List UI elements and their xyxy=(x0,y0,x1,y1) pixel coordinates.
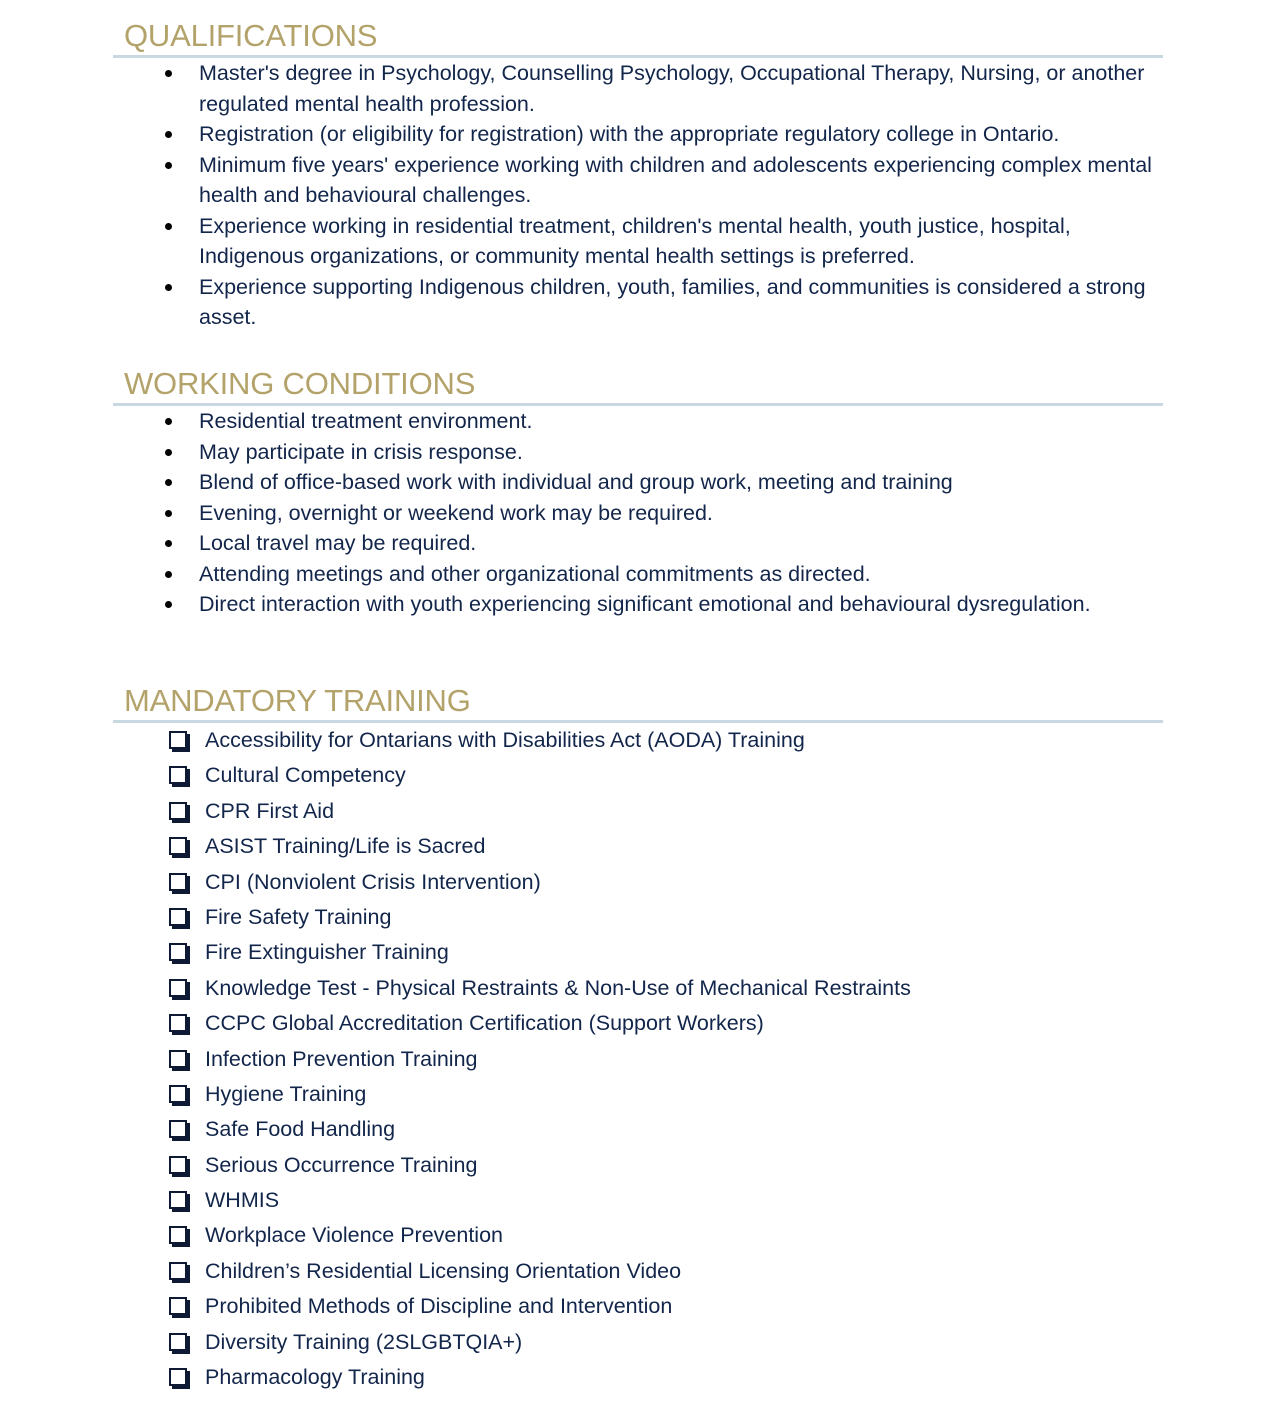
checklist-item xyxy=(113,1254,1163,1289)
checklist-item xyxy=(113,1183,1163,1218)
working-conditions-list xyxy=(113,406,1163,620)
bullet-icon xyxy=(165,70,172,77)
checklist-item xyxy=(113,935,1163,970)
checklist-item-text: Fire Safety Training xyxy=(205,904,392,929)
checklist-item-text: Prohibited Methods of Discipline and Intervention xyxy=(205,1294,673,1319)
checklist-item-text: Pharmacology Training xyxy=(205,1365,425,1390)
list-item xyxy=(113,528,1163,559)
list-item-text: Residential treatment environment. xyxy=(199,409,533,433)
list-item xyxy=(113,150,1163,211)
bullet-icon xyxy=(165,131,172,138)
checkbox-icon xyxy=(169,908,187,926)
list-item xyxy=(113,58,1163,119)
checklist-item xyxy=(113,1218,1163,1253)
list-item-text: Experience supporting Indigenous children, youth, families, and communities is considered a strong asset. xyxy=(199,274,1146,329)
checkbox-icon xyxy=(169,1368,187,1386)
checklist-item-text: CPI (Nonviolent Crisis Intervention) xyxy=(205,869,541,894)
checklist-item-text: Infection Prevention Training xyxy=(205,1046,478,1071)
checklist-item xyxy=(113,1112,1163,1147)
bullet-icon xyxy=(165,540,172,547)
checklist-item-text: ASIST Training/Life is Sacred xyxy=(205,834,486,859)
checkbox-icon xyxy=(169,1050,187,1068)
mandatory-training-heading: MANDATORY TRAINING xyxy=(124,683,471,718)
checklist-item xyxy=(113,1077,1163,1112)
checklist-item-text: Safe Food Handling xyxy=(205,1117,396,1142)
checklist-item xyxy=(113,1042,1163,1077)
list-item xyxy=(113,467,1163,498)
bullet-icon xyxy=(165,449,172,456)
qualifications-list xyxy=(113,58,1163,333)
list-item xyxy=(113,437,1163,468)
list-item xyxy=(113,406,1163,437)
bullet-icon xyxy=(165,284,172,291)
checklist-item xyxy=(113,1325,1163,1360)
list-item-text: Attending meetings and other organizational commitments as directed. xyxy=(199,561,871,586)
checklist-item-text: Serious Occurrence Training xyxy=(205,1152,478,1177)
checkbox-icon xyxy=(169,979,187,997)
checkbox-icon xyxy=(169,1191,187,1209)
checklist-item xyxy=(113,1148,1163,1183)
checklist-item-text: WHMIS xyxy=(205,1188,280,1213)
checkbox-icon xyxy=(169,802,187,820)
working-conditions-heading: WORKING CONDITIONS xyxy=(124,366,476,401)
checklist-item-text: Knowledge Test - Physical Restraints & Non-Use of Mechanical Restraints xyxy=(205,975,911,1000)
list-item xyxy=(113,211,1163,272)
checklist-item-text: CPR First Aid xyxy=(205,798,335,823)
checklist-item-text: CCPC Global Accreditation Certification (Support Workers) xyxy=(205,1011,764,1036)
checklist-item-text: Fire Extinguisher Training xyxy=(205,940,449,965)
checkbox-icon xyxy=(169,1156,187,1174)
checklist-item xyxy=(113,829,1163,864)
list-item xyxy=(113,119,1163,150)
list-item-text: Registration (or eligibility for registration) with the appropriate regulatory college in Ontario. xyxy=(199,122,1060,146)
bullet-icon xyxy=(165,479,172,486)
checklist-item-text: Accessibility for Ontarians with Disabilities Act (AODA) Training xyxy=(205,728,805,752)
list-item-text: Local travel may be required. xyxy=(199,531,477,555)
list-item xyxy=(113,272,1163,333)
checkbox-icon xyxy=(169,1333,187,1351)
checklist-item xyxy=(113,971,1163,1006)
bullet-icon xyxy=(165,571,172,578)
checklist-item-text: Workplace Violence Prevention xyxy=(205,1223,503,1248)
mandatory-training-section xyxy=(113,682,1163,1395)
list-item-text: Minimum five years' experience working with children and adolescents experiencing complex mental health and behavioural challenges. xyxy=(199,152,1152,207)
checklist-item xyxy=(113,794,1163,829)
checklist-item xyxy=(113,758,1163,793)
checkbox-icon xyxy=(169,1262,187,1280)
checkbox-icon xyxy=(169,1014,187,1032)
bullet-icon xyxy=(165,601,172,608)
checklist-item-text: Children’s Residential Licensing Orientation Video xyxy=(205,1258,682,1283)
bullet-icon xyxy=(165,162,172,169)
bullet-icon xyxy=(165,223,172,230)
checkbox-icon xyxy=(169,1297,187,1315)
checklist-item xyxy=(113,1360,1163,1395)
working-conditions-section xyxy=(113,365,1163,620)
qualifications-section xyxy=(113,17,1163,333)
bullet-icon xyxy=(165,510,172,517)
checkbox-icon xyxy=(169,837,187,855)
checklist-item-text: Cultural Competency xyxy=(205,763,406,788)
checkbox-icon xyxy=(169,943,187,961)
list-item-text: Experience working in residential treatment, children's mental health, youth justice, hospital, Indigenous organizations, or community mental health settings is preferred. xyxy=(199,213,1071,268)
list-item-text: Blend of office-based work with individual and group work, meeting and training xyxy=(199,470,953,494)
checklist-item xyxy=(113,900,1163,935)
list-item xyxy=(113,589,1163,620)
mandatory-training-list xyxy=(113,723,1163,1395)
list-item xyxy=(113,559,1163,590)
checklist-item-text: Hygiene Training xyxy=(205,1081,367,1106)
qualifications-heading: QUALIFICATIONS xyxy=(124,18,378,53)
list-item-text: Direct interaction with youth experiencing significant emotional and behavioural dysregulation. xyxy=(199,592,1091,616)
list-item xyxy=(113,498,1163,529)
checklist-item-text: Diversity Training (2SLGBTQIA+) xyxy=(205,1329,523,1354)
checklist-item xyxy=(113,865,1163,900)
list-item-text: Evening, overnight or weekend work may be required. xyxy=(199,500,713,525)
checkbox-icon xyxy=(169,1120,187,1138)
list-item-text: May participate in crisis response. xyxy=(199,439,523,464)
list-item-text: Master's degree in Psychology, Counselling Psychology, Occupational Therapy, Nursing, or another regulated mental health profession. xyxy=(199,61,1145,116)
checklist-item xyxy=(113,1006,1163,1041)
checkbox-icon xyxy=(169,1226,187,1244)
checkbox-icon xyxy=(169,766,187,784)
checklist-item xyxy=(113,723,1163,758)
checklist-item xyxy=(113,1289,1163,1324)
bullet-icon xyxy=(165,418,172,425)
checkbox-icon xyxy=(169,873,187,891)
checkbox-icon xyxy=(169,731,187,749)
checkbox-icon xyxy=(169,1085,187,1103)
